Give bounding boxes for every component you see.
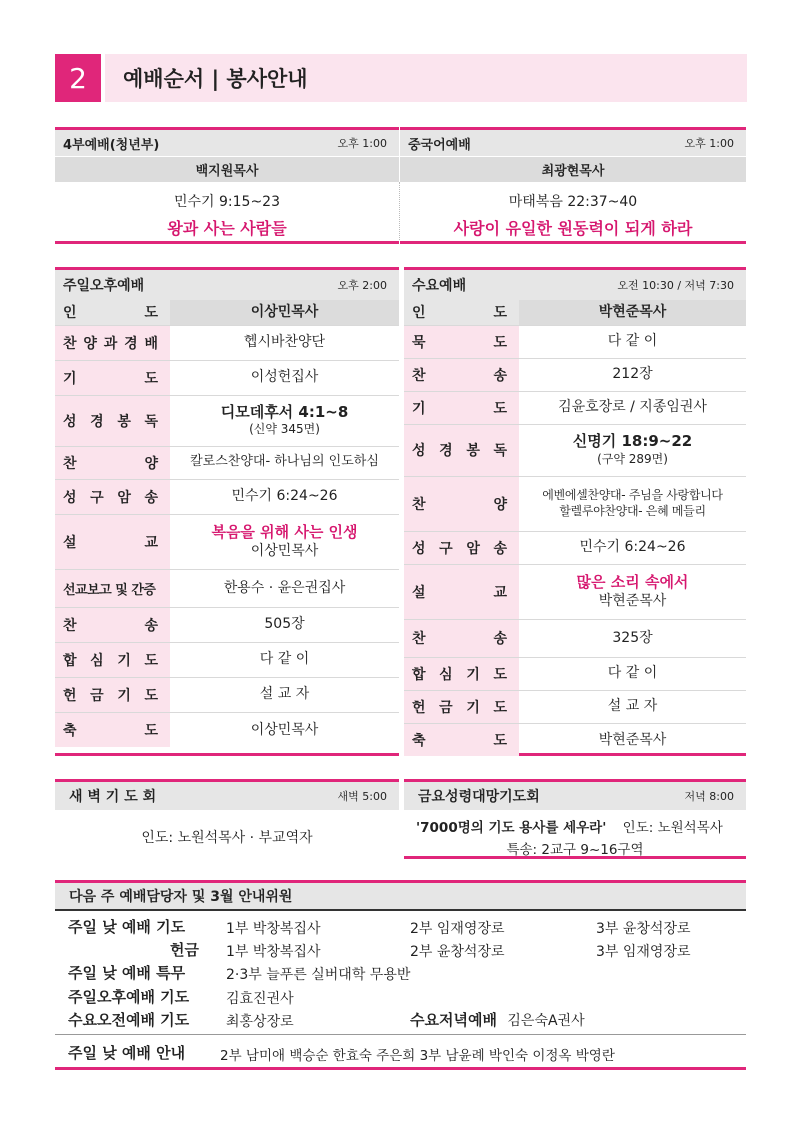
order-label: 기 도 — [412, 400, 507, 417]
special-value: 2·3부 늘푸른 실버대학 무용반 — [226, 967, 411, 983]
table-row — [404, 300, 746, 325]
order-label: 설 교 — [63, 534, 158, 551]
table-row — [404, 531, 746, 564]
friday-prayer-box — [404, 779, 746, 859]
table-row — [404, 657, 746, 690]
wednesday-service-box — [404, 267, 746, 756]
scripture-reference: 디모데후서 4:1~8 — [220, 402, 349, 421]
wednesday-service-header — [404, 270, 746, 300]
choir-2: 할렐루야찬양대- 은혜 메들리 — [559, 503, 706, 518]
table-row — [55, 677, 399, 712]
order-value: 민수기 6:24~26 — [170, 479, 399, 514]
offering-3: 3부 임재영장로 — [596, 944, 691, 960]
next-week-title: 다음 주 예배담당자 및 3월 안내위원 — [69, 889, 293, 905]
wednesday-service-title: 수요예배 — [412, 278, 467, 294]
order-label: 찬 양 과 경 배 — [63, 335, 158, 352]
offering-1: 1부 박창복집사 — [226, 944, 321, 960]
table-row — [55, 479, 399, 514]
youth-service-box — [55, 127, 399, 244]
afternoon-service-box — [55, 267, 399, 756]
order-label: 설 교 — [412, 584, 507, 601]
friday-prayer-time: 저녁 8:00 — [684, 790, 734, 803]
youth-service-time: 오후 1:00 — [337, 137, 387, 150]
sunday-prayer-2: 2부 임재영장로 — [410, 921, 505, 937]
table-row — [55, 712, 399, 747]
chinese-service-header — [400, 130, 746, 156]
section-header — [55, 54, 747, 102]
guide-line — [68, 1042, 185, 1063]
order-value: 설 교 자 — [519, 690, 746, 723]
chinese-service-sermon: 사랑이 유일한 원동력이 되게 하라 — [453, 219, 693, 238]
order-label: 기 도 — [63, 370, 158, 387]
youth-service-scripture: 민수기 9:15~23 — [173, 194, 280, 210]
sunday-prayer-3: 3부 윤창석장로 — [596, 921, 691, 937]
youth-service-title: 4부예배(청년부) — [63, 137, 160, 153]
sunday-prayer-line — [68, 916, 185, 937]
order-value: 민수기 6:24~26 — [519, 531, 746, 564]
order-value: 헵시바찬양단 — [170, 325, 399, 360]
divider — [55, 1034, 746, 1035]
order-value: 이상민목사 — [170, 300, 399, 325]
dawn-prayer-leader: 인도: 노원석목사 · 부교역자 — [141, 830, 313, 846]
scripture-reference: 신명기 18:9~22 — [572, 432, 693, 451]
special-label: 주일 낮 예배 특무 — [68, 964, 186, 982]
wed-pm-value: 김은숙A권사 — [507, 1013, 585, 1029]
table-row — [55, 446, 399, 479]
order-label: 성 경 봉 독 — [63, 413, 158, 430]
order-value: 한용수 · 윤은권집사 — [170, 569, 399, 607]
section-title: 예배순서 | 봉사안내 — [105, 54, 747, 102]
sermon-title: 많은 소리 속에서 — [576, 572, 689, 591]
friday-prayer-header — [404, 782, 746, 810]
wed-am-label: 수요오전예배 기도 — [68, 1011, 190, 1029]
choir-1: 에벤에셀찬양대- 주님을 사랑합니다 — [542, 487, 723, 502]
order-label: 묵 도 — [412, 334, 507, 351]
table-row — [55, 325, 399, 360]
youth-service-header — [55, 130, 399, 156]
wednesday-order-table — [404, 300, 746, 756]
youth-service-sermon: 왕과 사는 사람들 — [167, 219, 287, 238]
table-row — [55, 395, 399, 446]
table-row — [55, 360, 399, 395]
youth-service-pastor: 백지원목사 — [55, 156, 399, 182]
order-label: 찬 송 — [412, 367, 507, 384]
sunday-prayer-label: 주일 낮 예배 기도 — [68, 918, 186, 936]
order-label: 헌 금 기 도 — [412, 699, 507, 716]
afternoon-service-title: 주일오후예배 — [63, 278, 145, 294]
table-row — [404, 391, 746, 424]
wed-pm-line — [410, 1009, 585, 1030]
order-label: 찬 양 — [412, 496, 507, 513]
order-label: 선교보고 및 간증 — [63, 582, 156, 598]
chinese-service-pastor: 최광현목사 — [400, 156, 746, 182]
table-row — [404, 424, 746, 476]
order-label: 찬 송 — [63, 617, 158, 634]
friday-prayer-title: 금요성령대망기도회 — [418, 789, 540, 805]
offering-label: 헌금 — [170, 941, 199, 959]
chinese-service-box — [400, 127, 746, 244]
table-row — [404, 690, 746, 723]
friday-prayer-special: 특송: 2교구 9~16구역 — [506, 842, 644, 858]
order-value: 325장 — [519, 619, 746, 657]
order-label: 인 도 — [63, 305, 158, 322]
order-value: 다 같 이 — [170, 642, 399, 677]
order-value: 설 교 자 — [170, 677, 399, 712]
table-row — [404, 325, 746, 358]
order-value: 212장 — [519, 358, 746, 391]
dawn-prayer-box — [55, 779, 399, 859]
preacher: 박현준목사 — [598, 593, 667, 610]
afternoon-service-header — [55, 270, 399, 300]
order-value: 다 같 이 — [519, 657, 746, 690]
order-value: 박현준목사 — [519, 300, 746, 325]
wed-am-line — [68, 1009, 189, 1030]
chinese-service-title: 중국어예배 — [408, 137, 471, 153]
friday-prayer-theme: '7000명의 기도 용사를 세우라' — [416, 820, 607, 836]
divider — [55, 909, 746, 911]
order-label: 성 경 봉 독 — [412, 443, 507, 459]
dawn-prayer-header — [55, 782, 399, 810]
order-label: 축 도 — [63, 722, 158, 739]
chinese-service-time: 오후 1:00 — [684, 137, 734, 150]
order-label: 찬 양 — [63, 455, 158, 472]
table-row — [55, 607, 399, 642]
special-line — [68, 962, 185, 983]
order-value: 이성헌집사 — [170, 360, 399, 395]
preacher: 이상민목사 — [250, 543, 319, 560]
guide-label: 주일 낮 예배 안내 — [68, 1044, 186, 1062]
wed-pm-label: 수요저녁예배 — [410, 1011, 497, 1029]
dawn-prayer-time: 새벽 5:00 — [337, 790, 387, 803]
table-row — [404, 564, 746, 619]
table-row — [404, 358, 746, 391]
offering-label-wrap — [170, 939, 199, 960]
order-label: 헌 금 기 도 — [63, 687, 158, 704]
afternoon-service-time: 오후 2:00 — [337, 279, 387, 292]
afternoon-prayer-line — [68, 986, 189, 1007]
table-row — [404, 723, 746, 756]
table-row — [55, 300, 399, 325]
friday-prayer-line — [404, 816, 746, 836]
wednesday-service-time: 오전 10:30 / 저녁 7:30 — [617, 279, 734, 292]
order-value: 이상민목사 — [250, 721, 319, 738]
offering-2: 2부 윤창석장로 — [410, 944, 505, 960]
order-value: 칼로스찬양대- 하나님의 인도하심 — [170, 446, 399, 479]
table-row — [404, 619, 746, 657]
order-label: 인 도 — [412, 305, 507, 322]
order-label: 합 심 기 도 — [412, 666, 507, 683]
section-number: 2 — [55, 54, 101, 102]
sermon-title: 복음을 위해 사는 인생 — [211, 522, 358, 541]
order-label: 성 구 암 송 — [63, 489, 158, 506]
dawn-prayer-title: 새 벽 기 도 회 — [69, 789, 157, 805]
chinese-service-scripture: 마태복음 22:37~40 — [508, 194, 638, 210]
order-value: 다 같 이 — [519, 325, 746, 358]
afternoon-prayer-value: 김효진권사 — [226, 991, 294, 1007]
order-label: 축 도 — [412, 732, 507, 749]
friday-prayer-leader: 인도: 노원석목사 — [622, 820, 723, 836]
order-label: 찬 송 — [412, 631, 507, 647]
afternoon-prayer-label: 주일오후예배 기도 — [68, 988, 190, 1006]
guide-value: 2부 남미애 백승순 한효숙 주은희 3부 남윤례 박인숙 이정옥 박영란 — [220, 1048, 615, 1064]
table-row — [404, 476, 746, 531]
table-row — [55, 569, 399, 607]
scripture-page: (구약 289면) — [597, 451, 668, 466]
order-value: 박현준목사 — [598, 731, 667, 748]
sunday-prayer-1: 1부 박창복집사 — [226, 921, 321, 937]
order-label: 합 심 기 도 — [63, 652, 158, 669]
table-row — [55, 642, 399, 677]
order-label: 성 구 암 송 — [412, 540, 507, 557]
wed-am-value: 최홍상장로 — [226, 1014, 294, 1030]
order-value: 김윤호장로 / 지종임권사 — [519, 391, 746, 424]
order-value: 505장 — [170, 607, 399, 642]
next-week-header — [55, 883, 746, 909]
afternoon-order-table — [55, 300, 399, 747]
scripture-page: (신약 345면) — [249, 422, 320, 437]
table-row — [55, 514, 399, 569]
